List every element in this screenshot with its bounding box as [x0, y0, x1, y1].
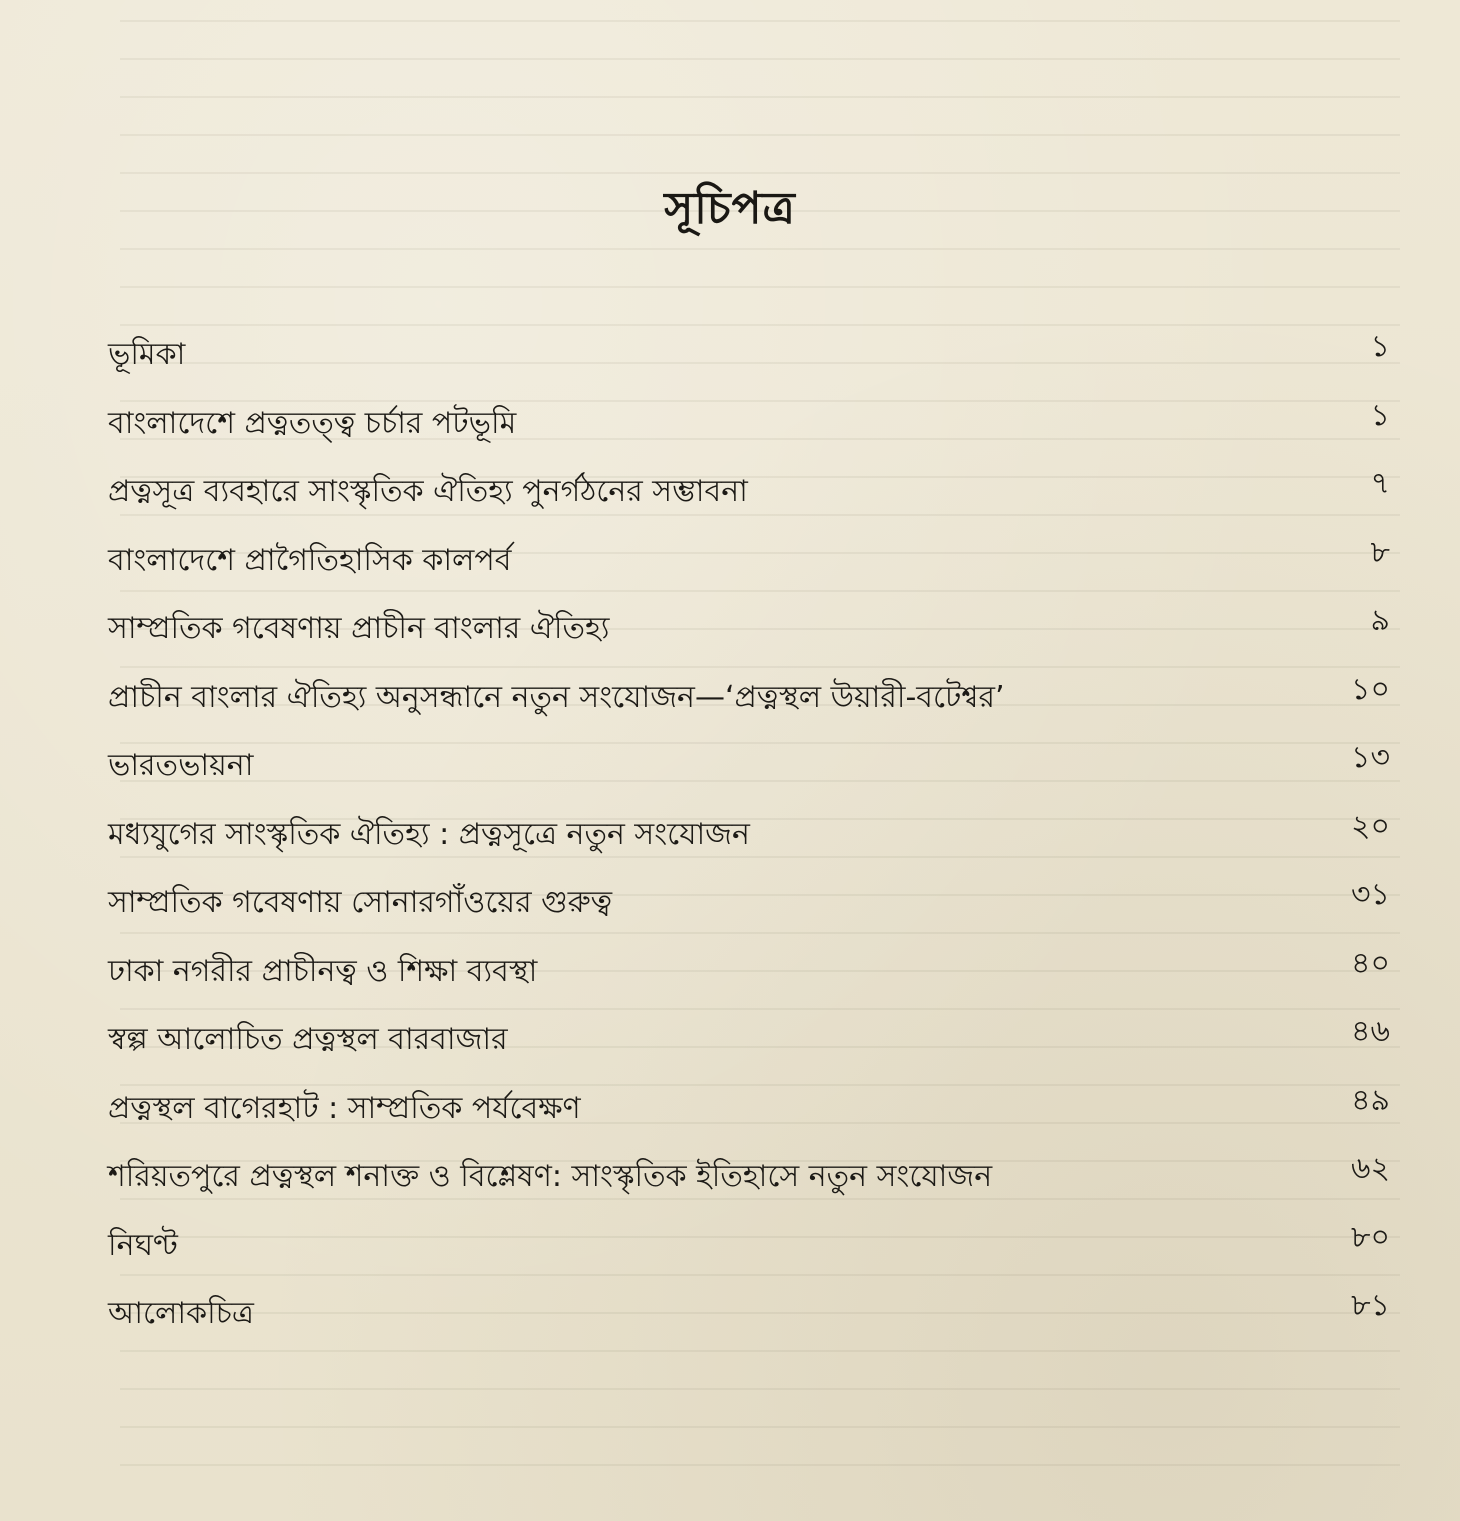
- toc-entry: [108, 741, 1398, 810]
- toc-entry-page-number: ৪০: [1351, 945, 1390, 981]
- toc-entry: [108, 467, 1398, 536]
- bleed-line: [120, 172, 1400, 174]
- toc-entry-page-number: ৪৯: [1351, 1082, 1390, 1118]
- toc-entry: [108, 947, 1398, 1016]
- bleed-line: [120, 20, 1400, 22]
- bleed-line: [120, 1388, 1400, 1390]
- toc-entry: [108, 1084, 1398, 1153]
- toc-entry-title: প্রাচীন বাংলার ঐতিহ্য অনুসন্ধানে নতুন সংযোজন—‘প্রত্নস্থল উয়ারী-বটেশ্বর’: [108, 679, 1005, 715]
- toc-entry-page-number: ১: [1370, 329, 1390, 364]
- toc-entry-title: সাম্প্রতিক গবেষণায় প্রাচীন বাংলার ঐতিহ্য: [108, 611, 610, 646]
- toc-entry-page-number: ৪৬: [1351, 1014, 1390, 1049]
- toc-entry-title: নিঘণ্ট: [108, 1227, 178, 1263]
- bleed-line: [120, 286, 1400, 288]
- toc-entry: [108, 673, 1398, 742]
- toc-entry-title: স্বল্প আলোচিত প্রত্নস্থল বারবাজার: [108, 1022, 508, 1057]
- bleed-line: [120, 324, 1400, 326]
- toc-entry-page-number: ৭: [1370, 466, 1390, 501]
- toc-entry-title: বাংলাদেশে প্রাগৈতিহাসিক কালপর্ব: [108, 542, 512, 578]
- toc-entry-page-number: ১৩: [1351, 740, 1390, 775]
- toc-heading: সূচিপত্র: [664, 183, 796, 235]
- toc-entry: [108, 1289, 1398, 1358]
- toc-entry-page-number: ৩১: [1351, 877, 1390, 912]
- toc-entry-title: বাংলাদেশে প্রত্নতত্ত্ব চর্চার পটভূমি: [108, 405, 517, 441]
- toc-entry: [108, 604, 1398, 673]
- toc-entry-page-number: ৮০: [1351, 1219, 1390, 1255]
- toc-entry: [108, 330, 1398, 399]
- toc-entry-page-number: ৮১: [1351, 1288, 1390, 1323]
- bleed-line: [120, 1426, 1400, 1428]
- toc-entry-page-number: ১: [1370, 397, 1390, 433]
- toc-entry: [108, 1015, 1398, 1084]
- toc-entry-page-number: ৮: [1370, 534, 1390, 570]
- toc-entry-title: মধ্যযুগের সাংস্কৃতিক ঐতিহ্য : প্রত্নসূত্রে নতুন সংযোজন: [108, 816, 750, 852]
- toc-entry-title: প্রত্নসূত্র ব্যবহারে সাংস্কৃতিক ঐতিহ্য পুনর্গঠনের সম্ভাবনা: [108, 474, 748, 509]
- toc-entry-page-number: ২০: [1350, 808, 1390, 844]
- bleed-line: [120, 134, 1400, 136]
- toc-entry: [108, 399, 1398, 468]
- toc-entry-page-number: ৯: [1370, 603, 1390, 638]
- toc-entry: [108, 810, 1398, 879]
- toc-list: [108, 330, 1398, 1358]
- toc-entry: [108, 878, 1398, 947]
- bleed-line: [120, 58, 1400, 60]
- toc-entry-title: ভূমিকা: [108, 337, 186, 372]
- toc-entry-title: ঢাকা নগরীর প্রাচীনত্ব ও শিক্ষা ব্যবস্থা: [108, 953, 538, 989]
- toc-entry-title: সাম্প্রতিক গবেষণায় সোনারগাঁওয়ের গুরুত্ব: [108, 885, 613, 920]
- bleed-line: [120, 96, 1400, 98]
- toc-entry: [108, 536, 1398, 605]
- bleed-line: [120, 1464, 1400, 1466]
- toc-entry-title: প্রত্নস্থল বাগেরহাট : সাম্প্রতিক পর্যবেক্ষণ: [108, 1090, 581, 1126]
- toc-entry: [108, 1152, 1398, 1221]
- toc-entry-title: শরিয়তপুরে প্রত্নস্থল শনাক্ত ও বিশ্লেষণ: সাংস্কৃতিক ইতিহাসে নতুন সংযোজন: [108, 1159, 993, 1194]
- toc-entry-title: ভারতভায়না: [108, 748, 254, 783]
- toc-entry-title: আলোকচিত্র: [108, 1296, 254, 1331]
- toc-entry: [108, 1221, 1398, 1290]
- toc-entry-page-number: ১০: [1351, 671, 1390, 707]
- toc-entry-page-number: ৬২: [1350, 1151, 1390, 1186]
